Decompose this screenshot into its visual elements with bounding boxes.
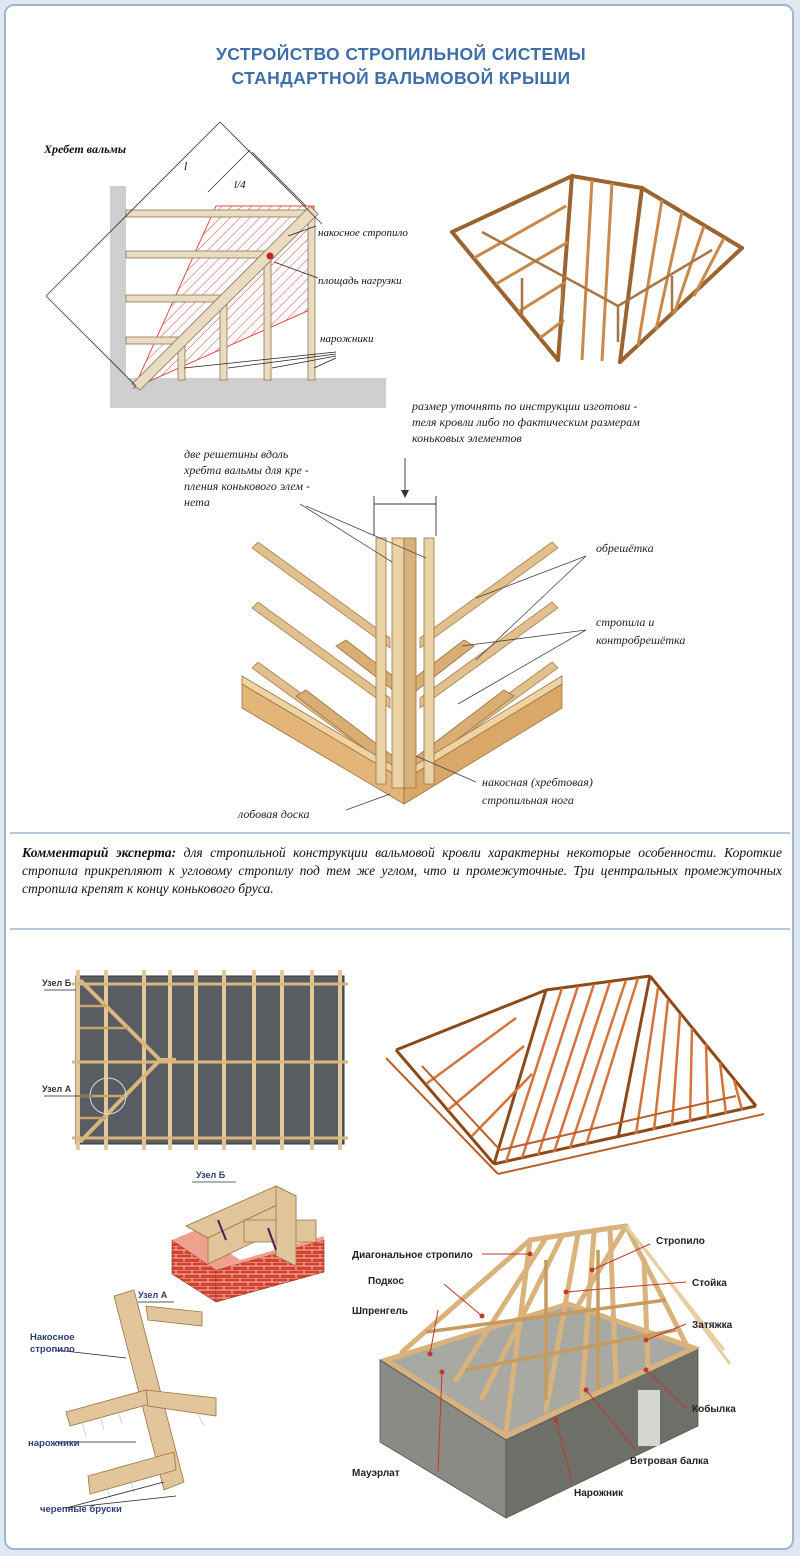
detail-hip-rafter-line1: Накосное [30,1332,75,1343]
label-diagonal-rafter: Диагональное стропило [352,1250,473,1261]
comment-text: для стропильной конструкции вальмовой кровли характерны некоторые особенности. Короткие стропила прикрепляют к угловому стропилу под тем же углом, что и промежуточные. Три центральных промежуточных стропила крепят к концу конькового бруса. [22,845,783,896]
hip-frame-3d [442,166,752,366]
hip-roof-3d-orange [386,966,766,1186]
label-hip-rafter: накосное стропило [318,227,408,239]
title-line-1: УСТРОЙСТВО СТРОПИЛЬНОЙ СИСТЕМЫ [215,44,587,64]
load-point [267,253,274,260]
plan-node-b: Узел Б [42,978,72,988]
detail-node-a: Узел А [138,1290,168,1300]
roof-structure-3d [346,1220,782,1520]
dim-quarter-label: l/4 [234,179,246,191]
orange-frame-edges [396,976,756,1164]
label-rafters-line1: стропила и [596,615,655,629]
dim-l-label: l [184,159,188,173]
label-hip-leg-line1: накосная (хребтовая) [482,775,593,789]
label-load-area: площадь нагрузки [318,275,402,287]
expert-comment [22,844,782,898]
note-size-line2: теля кровли либо по фактическим размерам [412,415,640,429]
label-hip-leg-line2: стропильная нога [482,793,574,807]
comment-lead: Комментарий эксперта: [22,845,177,860]
label-post: Стойка [692,1278,727,1289]
detail-hip-rafter-line2: стропило [30,1344,75,1355]
divider-bottom [10,928,790,930]
hip-ridge-detail [6,386,794,826]
label-jack-rafters: нарожники [320,333,374,345]
label-tie: Затяжка [692,1320,733,1331]
label-lathing: обрешётка [596,541,654,555]
note-size-line3: коньковых элементов [412,431,522,445]
node-a-detail [26,1286,226,1516]
detail-jacks: нарожники [28,1438,80,1449]
note-battens-line2: хребта вальмы для кре - [184,463,309,477]
label-fascia: лобовая доска [238,807,310,821]
wall-left [110,186,126,408]
node-b-detail [156,1166,336,1306]
detail-node-b: Узел Б [196,1170,226,1180]
label-rafter: Стропило [656,1236,705,1247]
plan-node-a: Узел А [42,1084,72,1094]
roof-plan-view [36,966,356,1156]
note-battens-line4: нета [184,495,210,509]
note-battens-line1: две решетины вдоль [184,447,289,461]
infographic-frame [4,4,794,1550]
label-jack: Нарожник [574,1488,624,1499]
label-wallplate: Мауэрлат [352,1468,400,1479]
detail-bars: черепные бруски [40,1504,122,1515]
label-truss: Шпренгель [352,1306,409,1317]
note-size-line1: размер уточнять по инструкции изготови - [412,399,638,413]
plan-caption: Хребет вальмы [44,142,127,156]
label-filly: Кобылка [692,1404,736,1415]
divider-top [10,832,790,834]
note-battens-line3: пления конькового элем - [184,479,311,493]
window-opening [638,1390,660,1446]
ridge-battens [376,538,434,788]
label-strut: Подкос [368,1276,404,1287]
label-rafters-line2: контробрешётка [596,633,686,647]
label-wind-beam: Ветровая балка [630,1456,709,1467]
title-line-2: СТАНДАРТНОЙ ВАЛЬМОВОЙ КРЫШИ [231,68,571,88]
orange-rafters [426,978,742,1162]
